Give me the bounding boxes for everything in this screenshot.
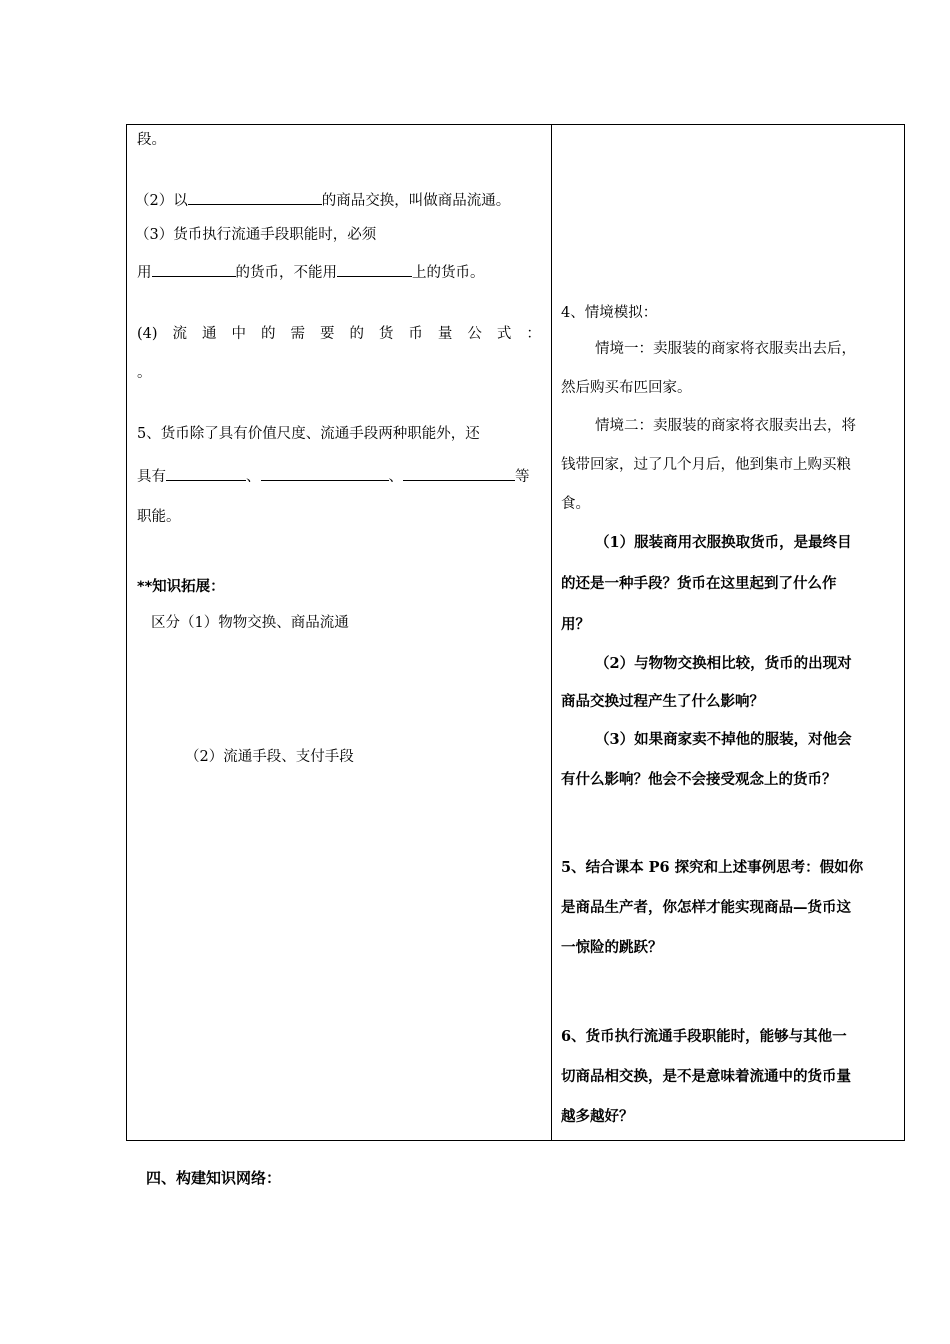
left-q5-line1: 5、货币除了具有价值尺度、流通手段两种职能外，还: [137, 426, 480, 442]
knowledge-extension-2: （2）流通手段、支付手段: [185, 749, 354, 765]
scenario-2-b: 钱带回家，过了几个月后，他到集市上购买粮: [561, 457, 851, 473]
knowledge-extension-title: **知识拓展：: [137, 579, 225, 595]
question-1-c: 用？: [561, 616, 590, 633]
question-6-a: 6、货币执行流通手段职能时，能够与其他一: [561, 1028, 847, 1045]
left-q3-line1: （3）货币执行流通手段职能时，必须: [135, 227, 377, 243]
question-1-a: （1）服装商用衣服换取货币，是最终目: [595, 534, 852, 551]
scenario-2-c: 食。: [561, 496, 590, 512]
scenario-title: 4、情境模拟：: [561, 305, 658, 321]
question-3-a: （3）如果商家卖不掉他的服装，对他会: [595, 731, 852, 748]
question-2-b: 商品交换过程产生了什么影响？: [561, 693, 764, 710]
left-q2: （2）以 的商品交换，叫做商品流通。: [135, 189, 510, 211]
blank-q3-a[interactable]: [152, 261, 236, 277]
left-q5-line3: 职能。: [137, 509, 181, 525]
blank-q2[interactable]: [188, 189, 322, 205]
left-q4: (4) 流 通 中 的 需 要 的 货 币 量 公 式 ：: [137, 326, 541, 342]
blank-q5-c[interactable]: [327, 465, 389, 481]
left-line-1: 段。: [137, 132, 166, 148]
left-q4-end: 。: [137, 365, 152, 381]
blank-q5-d[interactable]: [403, 465, 515, 481]
knowledge-extension-1: 区分（1）物物交换、商品流通: [151, 615, 349, 631]
scenario-1-a: 情境一：卖服装的商家将衣服卖出去后，: [595, 341, 856, 357]
question-2-a: （2）与物物交换相比较，货币的出现对: [595, 655, 852, 672]
question-5-c: 一惊险的跳跃？: [561, 939, 663, 956]
question-5-b: 是商品生产者，你怎样才能实现商品—货币这: [561, 899, 851, 916]
question-6-b: 切商品相交换，是不是意味着流通中的货币量: [561, 1068, 851, 1085]
blank-q3-b[interactable]: [337, 261, 412, 277]
question-1-b: 的还是一种手段？货币在这里起到了什么作: [561, 575, 837, 592]
question-5-a: 5、结合课本 P6 探究和上述事例思考：假如你: [561, 859, 864, 876]
question-3-b: 有什么影响？他会不会接受观念上的货币？: [561, 771, 837, 788]
blank-q5-a[interactable]: [166, 465, 246, 481]
left-q3-line2: 用 的货币，不能用 上的货币。: [137, 261, 485, 283]
scenario-2-a: 情境二：卖服装的商家将衣服卖出去，将: [595, 418, 856, 434]
section-4-heading: 四、构建知识网络：: [146, 1169, 282, 1187]
column-divider: [551, 125, 552, 1140]
left-q5-line2: 具有 、 、 等: [137, 465, 530, 487]
blank-q5-b[interactable]: [261, 465, 327, 481]
scenario-1-b: 然后购买布匹回家。: [561, 380, 692, 396]
worksheet-table: [126, 124, 905, 1141]
question-6-c: 越多越好？: [561, 1108, 634, 1125]
